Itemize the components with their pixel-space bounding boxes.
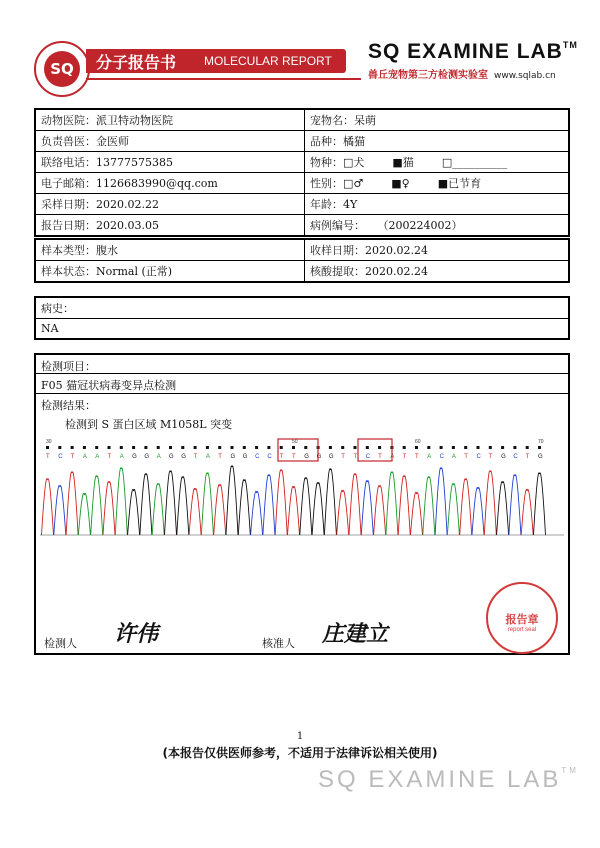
seq-tick-label: 50 <box>292 439 298 445</box>
trace-peak <box>201 473 213 535</box>
trace-peak <box>423 477 435 535</box>
trace-peak <box>288 487 300 535</box>
base-quality-mark <box>280 446 283 449</box>
trace-peak <box>398 476 410 535</box>
base-call: T <box>46 454 50 460</box>
trace-peak <box>103 482 115 535</box>
base-call: T <box>279 454 284 460</box>
base-call: G <box>169 454 174 460</box>
base-quality-mark <box>501 446 504 449</box>
extract-date-value: 2020.02.24 <box>365 265 428 278</box>
base-quality-mark <box>108 446 111 449</box>
base-quality-mark <box>489 446 492 449</box>
base-call: C <box>365 454 371 460</box>
base-quality-mark <box>144 446 147 449</box>
base-quality-mark <box>526 446 529 449</box>
trace-peak <box>374 486 386 535</box>
vet-value: 金医师 <box>96 135 129 148</box>
trace-peak <box>337 490 349 535</box>
base-quality-mark <box>255 446 258 449</box>
base-quality-mark <box>366 446 369 449</box>
trace-peak <box>484 471 496 535</box>
base-call: G <box>304 454 309 460</box>
neutered-checkbox: ■已节育 <box>437 177 482 190</box>
hospital-value: 派卫特动物医院 <box>96 114 173 127</box>
base-quality-mark <box>427 446 430 449</box>
trace-peak <box>54 486 66 535</box>
patient-info-table: 动物医院：派卫特动物医院 宠物名：呆萌 负责兽医：金医师 品种：橘猫 联络电话：13777575385 物种：□犬 ■猫 □__________ 电子邮箱：1126683990@qq.com 性别：□♂ ■♀ ■已节育 采样日期：2020.02.22 年龄：4Y 报告日期：2020.03.05 病例编号： （200224002） <box>34 108 570 237</box>
mutation-box-1 <box>278 439 318 461</box>
trace-peak <box>411 492 423 535</box>
base-quality-mark <box>452 446 455 449</box>
reviewer-label: 核准人 <box>262 637 295 650</box>
trace-peak <box>214 485 226 535</box>
seq-tick-label: 30 <box>46 439 52 445</box>
trace-peak <box>275 470 287 535</box>
base-quality-mark <box>513 446 516 449</box>
base-call: G <box>538 454 543 460</box>
base-call: G <box>230 454 236 460</box>
seq-tick-label: 70 <box>538 439 544 445</box>
trace-peak <box>165 471 177 535</box>
received-date-value: 2020.02.24 <box>365 244 428 257</box>
brand-url: www.sqlab.cn <box>494 71 556 81</box>
trace-peak <box>361 481 373 535</box>
trace-peak <box>263 475 275 535</box>
reviewer-signature: 庄建立 <box>322 621 389 647</box>
trace-peak <box>115 468 127 535</box>
sex-male-checkbox: □♂ <box>343 177 364 190</box>
trace-peak <box>312 483 324 535</box>
sex-female-checkbox: ■♀ <box>391 177 410 190</box>
trace-peak <box>238 480 250 535</box>
sample-date-value: 2020.02.22 <box>96 198 159 211</box>
test-result-label: 检测结果： <box>41 399 96 412</box>
base-call: T <box>292 454 296 460</box>
base-quality-mark <box>120 446 123 449</box>
species-cat-checkbox: ■猫 <box>392 156 414 169</box>
breed-value: 橘猫 <box>343 135 365 148</box>
base-quality-mark <box>415 446 418 449</box>
test-result-value: 检测到 S 蛋白区域 M1058L 突变 <box>65 418 233 431</box>
base-call: G <box>242 454 248 460</box>
seal-title: 报告章 <box>505 613 539 626</box>
base-call: T <box>525 454 530 460</box>
base-call: C <box>255 454 260 460</box>
trace-peak <box>349 474 361 535</box>
trace-peak <box>300 478 312 535</box>
trace-peak <box>91 476 103 535</box>
base-quality-mark <box>132 446 135 449</box>
base-call: A <box>119 454 124 460</box>
history-value: NA <box>41 322 59 335</box>
base-quality-mark <box>157 446 160 449</box>
base-quality-mark <box>329 446 332 449</box>
base-quality-mark <box>464 446 467 449</box>
base-quality-mark <box>181 446 184 449</box>
test-item-row <box>36 374 568 394</box>
email-value: 1126683990@qq.com <box>96 177 218 190</box>
base-quality-mark <box>292 446 295 449</box>
trace-peak <box>497 482 509 535</box>
header-divider <box>86 78 361 80</box>
page-number: 1 <box>296 731 304 742</box>
base-call: C <box>267 454 272 460</box>
base-call: T <box>107 454 112 460</box>
base-call: G <box>501 454 506 460</box>
base-quality-mark <box>403 446 406 449</box>
base-quality-mark <box>243 446 246 449</box>
seal-subtitle: report seal <box>507 627 537 633</box>
history-label: 病史： <box>41 302 74 315</box>
trace-peak <box>42 479 54 535</box>
base-call: A <box>427 454 432 460</box>
tester-signature: 许伟 <box>114 621 159 647</box>
base-call: G <box>181 454 186 460</box>
history-table <box>34 296 570 340</box>
base-quality-mark <box>58 446 61 449</box>
base-call: G <box>328 454 334 460</box>
base-call: A <box>390 454 395 460</box>
sample-state-value: Normal (正常) <box>96 265 173 278</box>
sample-type-value: 腹水 <box>96 244 118 257</box>
base-call: C <box>58 454 63 460</box>
trace-peak <box>472 487 484 535</box>
base-call: T <box>415 454 419 460</box>
base-call: T <box>70 454 75 460</box>
base-quality-mark <box>440 446 443 449</box>
base-call: T <box>378 454 382 460</box>
base-quality-mark <box>231 446 234 449</box>
trace-peak <box>460 479 472 535</box>
base-call: T <box>464 454 468 460</box>
test-item-value: F05 猫冠状病毒变异点检测 <box>41 379 177 392</box>
sequence-chromatogram <box>40 437 564 537</box>
base-call: C <box>439 454 444 460</box>
base-call: T <box>402 454 407 460</box>
trace-peak <box>140 474 152 535</box>
base-call: T <box>341 454 345 460</box>
base-quality-mark <box>538 446 541 449</box>
trace-peak <box>66 472 78 535</box>
base-call: A <box>451 454 456 460</box>
base-call: G <box>132 454 137 460</box>
base-call: T <box>193 454 198 460</box>
base-quality-mark <box>71 446 74 449</box>
age-value: 4Y <box>343 198 358 211</box>
trace-peak <box>435 468 447 535</box>
base-quality-mark <box>341 446 344 449</box>
base-call: G <box>316 454 322 460</box>
brand-subtitle: 兽丘宠物第三方检测实验室 www.sqlab.cn <box>368 70 556 81</box>
base-call: A <box>82 454 87 460</box>
phone-value: 13777575385 <box>96 156 173 169</box>
base-call: A <box>156 454 161 460</box>
title-en: MOLECULAR REPORT <box>204 54 332 68</box>
trace-peak <box>128 489 140 535</box>
base-quality-mark <box>95 446 98 449</box>
base-quality-mark <box>218 446 221 449</box>
brand-name: SQ EXAMINE LAB™ <box>368 40 578 63</box>
tester-label: 检测人 <box>44 637 77 650</box>
case-number-value: （200224002） <box>383 219 463 232</box>
base-quality-mark <box>354 446 357 449</box>
base-call: A <box>95 454 100 460</box>
test-result-row <box>36 394 568 442</box>
base-quality-mark <box>477 446 480 449</box>
species-dog-checkbox: □犬 <box>343 156 365 169</box>
species-other-checkbox: □__________ <box>441 156 508 169</box>
trace-peak <box>177 477 189 535</box>
pet-name-value: 呆萌 <box>354 114 376 127</box>
footer-brand: SQ EXAMINE LAB™ <box>318 766 579 793</box>
sq-logo <box>34 41 90 97</box>
logo-text: SQ <box>44 51 80 87</box>
seq-tick-label: 60 <box>415 439 421 445</box>
trace-peak <box>324 469 336 535</box>
base-call: C <box>476 454 481 460</box>
trace-peak <box>189 488 201 535</box>
base-call: G <box>144 454 150 460</box>
base-quality-mark <box>194 446 197 449</box>
base-call: C <box>513 454 518 460</box>
trace-peak <box>447 484 459 535</box>
report-seal <box>486 582 558 654</box>
base-call: T <box>488 454 493 460</box>
base-quality-mark <box>267 446 270 449</box>
trace-peak <box>152 484 164 535</box>
trace-peak <box>78 493 90 535</box>
mutation-box-2 <box>358 439 395 461</box>
base-call: A <box>205 454 210 460</box>
trace-peak <box>509 475 521 535</box>
base-quality-mark <box>378 446 381 449</box>
base-quality-mark <box>169 446 172 449</box>
trace-peak <box>521 489 533 535</box>
title-band <box>86 49 346 73</box>
trace-peak <box>251 491 263 535</box>
base-quality-mark <box>304 446 307 449</box>
trace-peak <box>226 466 238 535</box>
test-item-label-row: 检测项目： <box>36 355 568 374</box>
base-call: T <box>353 454 358 460</box>
trace-peak <box>386 472 398 535</box>
report-date-value: 2020.03.05 <box>96 219 159 232</box>
disclaimer: (本报告仅供医师参考，不适用于法律诉讼相关使用) <box>162 746 438 760</box>
title-zh: 分子报告书 <box>96 53 177 72</box>
base-quality-mark <box>83 446 86 449</box>
trace-peak <box>534 473 546 535</box>
base-call: T <box>218 454 222 460</box>
base-quality-mark <box>206 446 209 449</box>
base-quality-mark <box>46 446 49 449</box>
sample-info-table: 样本类型：腹水 收样日期：2020.02.24 样本状态：Normal (正常) 核酸提取：2020.02.24 <box>34 238 570 283</box>
